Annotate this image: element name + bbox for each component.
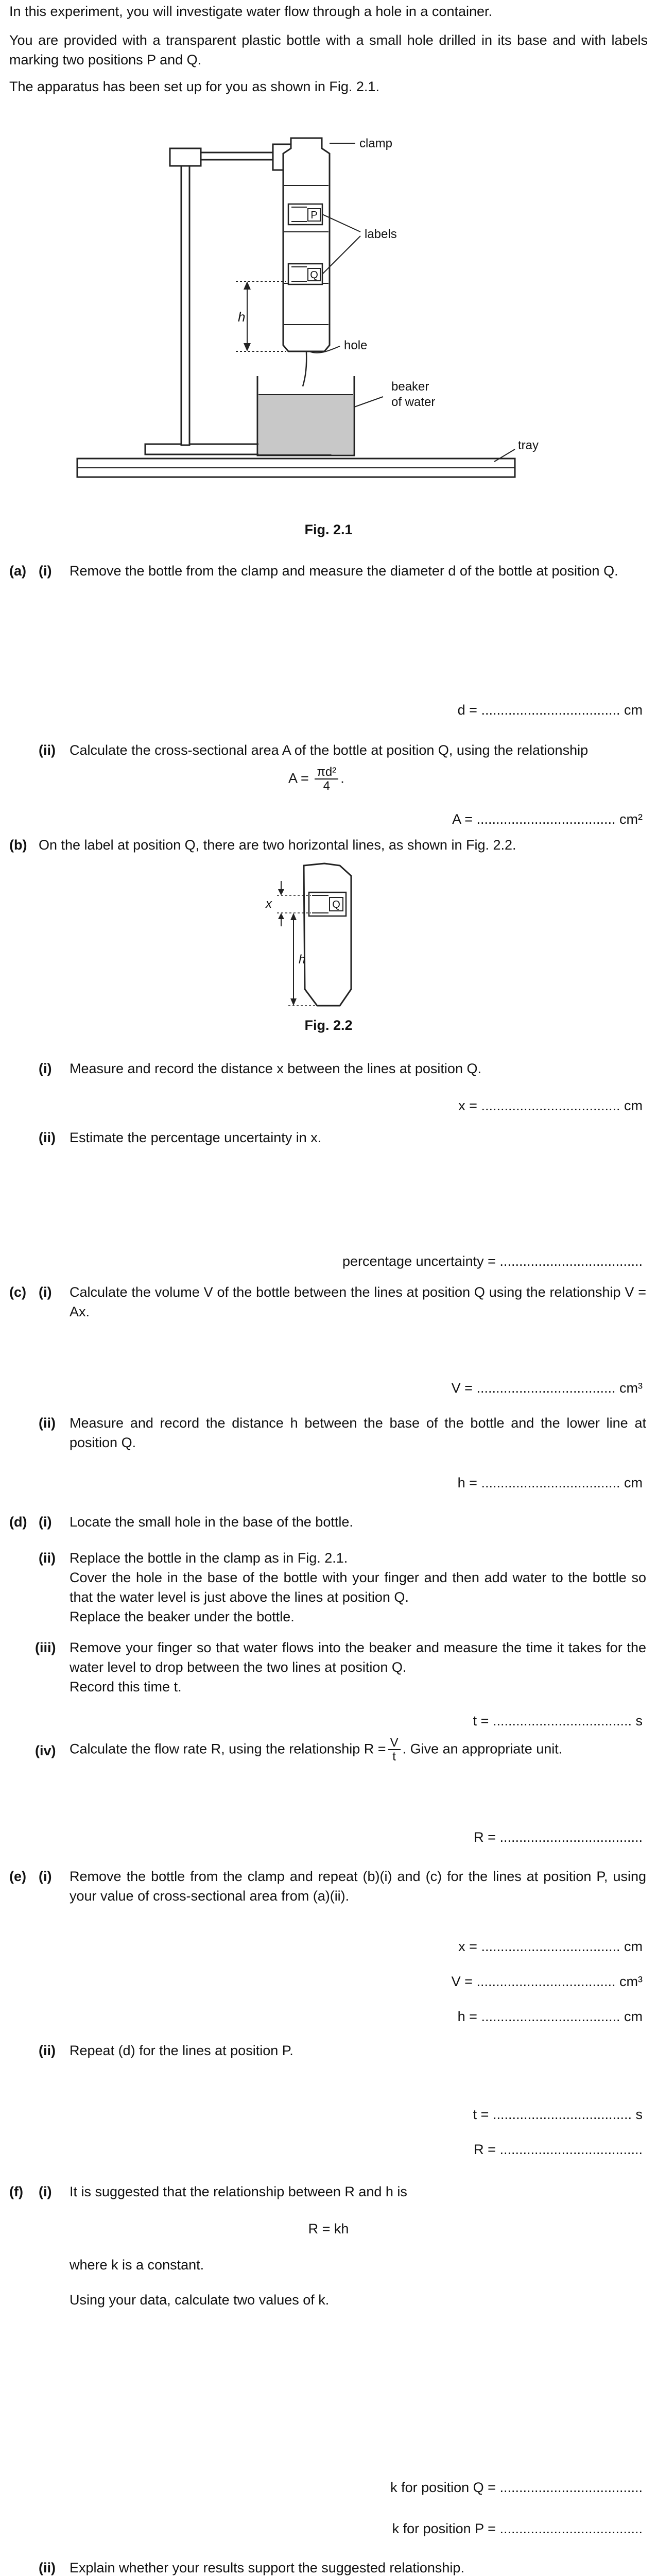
part-c-label: (c) bbox=[9, 1284, 26, 1300]
part-d-i-text: Locate the small hole in the base of the bottle. bbox=[70, 1514, 353, 1530]
part-e-ii-text: Repeat (d) for the lines at position P. bbox=[70, 2043, 293, 2058]
part-d-label: (d) bbox=[9, 1514, 27, 1530]
answer-a[interactable]: A = .................................... cm² bbox=[452, 811, 643, 827]
answer-k-q[interactable]: k for position Q = ..................................... bbox=[390, 2480, 643, 2495]
formula-area-lhs: A = bbox=[288, 770, 309, 786]
part-f-ii-text: Explain whether your results support the suggested relationship. bbox=[70, 2560, 464, 2575]
part-a-label: (a) bbox=[9, 563, 26, 579]
label-q-letter: Q bbox=[310, 269, 318, 281]
part-d-iv-post: . Give an appropriate unit. bbox=[402, 1741, 563, 1757]
part-c-ii-label: (ii) bbox=[39, 1415, 56, 1431]
fig-2-1-caption: Fig. 2.1 bbox=[304, 522, 353, 537]
part-c-ii-text: Measure and record the distance h between the base of the bottle and the lower line at position Q. bbox=[70, 1415, 646, 1450]
clamp-label: clamp bbox=[359, 137, 393, 150]
answer-r-q[interactable]: R = ..................................... bbox=[474, 1829, 643, 1845]
label-p-letter: P bbox=[310, 210, 318, 221]
part-d-ii-line-3: Replace the beaker under the bottle. bbox=[70, 1609, 295, 1624]
answer-h-q[interactable]: h = .................................... cm bbox=[457, 1475, 643, 1490]
labels-label: labels bbox=[365, 227, 397, 241]
answer-x-p[interactable]: x = .................................... cm bbox=[458, 1939, 643, 1954]
tray-label: tray bbox=[518, 438, 539, 452]
fig22-q-letter: Q bbox=[332, 899, 340, 910]
hole-label: hole bbox=[344, 338, 368, 352]
part-d-iii-line-1: Remove your finger so that water flows into the beaker and measure the time it takes for the water level to drop between the two lines at position Q. bbox=[70, 1640, 646, 1675]
formula-area-den: 4 bbox=[323, 779, 330, 793]
part-d-ii-line-1: Replace the bottle in the clamp as in Fig. 2.1. bbox=[70, 1550, 348, 1566]
part-e-i-label: (i) bbox=[39, 1869, 52, 1884]
part-b-ii-label: (ii) bbox=[39, 1130, 56, 1145]
fig-2-2-caption: Fig. 2.2 bbox=[304, 1018, 353, 1033]
answer-h-p[interactable]: h = .................................... cm bbox=[457, 2009, 643, 2024]
part-d-ii-label: (ii) bbox=[39, 1550, 56, 1566]
beaker-label-1: beaker bbox=[391, 380, 429, 394]
relationship-formula: R = kh bbox=[308, 2221, 349, 2236]
answer-r-p[interactable]: R = ..................................... bbox=[474, 2142, 643, 2157]
intro-paragraph-1: In this experiment, you will investigate water flow through a hole in a container. bbox=[9, 4, 493, 19]
fig-2-2-label-q bbox=[216, 860, 433, 1010]
part-b-text: On the label at position Q, there are two horizontal lines, as shown in Fig. 2.2. bbox=[39, 837, 516, 853]
part-d-ii-line-2: Cover the hole in the base of the bottle with your finger and then add water to the bottle so that the water level is just above the lines at position Q. bbox=[70, 1570, 646, 1605]
part-e-i-text: Remove the bottle from the clamp and repeat (b)(i) and (c) for the lines at position P, using your value of cross-sectional area from (a)(ii). bbox=[70, 1869, 646, 1904]
fig-2-1-apparatus bbox=[0, 108, 657, 500]
part-d-iii-line-2: Record this time t. bbox=[70, 1679, 182, 1694]
part-f-i-text: It is suggested that the relationship between R and h is bbox=[70, 2184, 407, 2199]
answer-v-q[interactable]: V = .................................... cm³ bbox=[451, 1380, 643, 1396]
part-a-ii-text: Calculate the cross-sectional area A of the bottle at position Q, using the relationship bbox=[70, 742, 589, 758]
part-a-i-text: Remove the bottle from the clamp and measure the diameter d of the bottle at position Q. bbox=[70, 563, 618, 579]
beaker-label-2: of water bbox=[391, 395, 436, 409]
intro-paragraph-2: You are provided with a transparent plastic bottle with a small hole drilled in its base and with labels marking two positions P and Q. bbox=[9, 32, 648, 67]
part-d-iii-label: (iii) bbox=[35, 1640, 56, 1655]
answer-v-p[interactable]: V = .................................... cm³ bbox=[451, 1974, 643, 1989]
part-a-ii-label: (ii) bbox=[39, 742, 56, 758]
flow-formula-den: t bbox=[392, 1750, 396, 1764]
part-d-iv-text bbox=[70, 1736, 562, 1763]
answer-k-p[interactable]: k for position P = ..................................... bbox=[392, 2521, 643, 2536]
part-b-ii-text: Estimate the percentage uncertainty in x. bbox=[70, 1130, 322, 1145]
part-c-i-label: (i) bbox=[39, 1284, 52, 1300]
part-c-i-text: Calculate the volume V of the bottle between the lines at position Q using the relationship V = Ax. bbox=[70, 1284, 646, 1319]
part-f-ii-label: (ii) bbox=[39, 2560, 56, 2575]
part-b-i-text: Measure and record the distance x between the lines at position Q. bbox=[70, 1061, 481, 1076]
part-f-using: Using your data, calculate two values of k. bbox=[70, 2292, 330, 2308]
fig22-h-label: h bbox=[299, 953, 306, 967]
part-d-iv-pre: Calculate the flow rate R, using the relationship R = bbox=[70, 1741, 386, 1757]
answer-percentage-uncertainty[interactable]: percentage uncertainty = ..................................... bbox=[342, 1253, 643, 1269]
answer-d[interactable]: d = .................................... cm bbox=[457, 702, 643, 718]
part-f-where: where k is a constant. bbox=[70, 2257, 204, 2273]
part-d-i-label: (i) bbox=[39, 1514, 52, 1530]
answer-x-q[interactable]: x = .................................... cm bbox=[458, 1098, 643, 1113]
part-e-label: (e) bbox=[9, 1869, 26, 1884]
fig22-x-label: x bbox=[266, 897, 272, 911]
intro-paragraph-3: The apparatus has been set up for you as shown in Fig. 2.1. bbox=[9, 79, 379, 94]
answer-t-p[interactable]: t = .................................... s bbox=[473, 2107, 643, 2122]
h-label: h bbox=[238, 309, 246, 325]
part-b-label: (b) bbox=[9, 837, 27, 853]
part-d-iv-label: (iv) bbox=[35, 1743, 56, 1758]
flow-formula-num: V bbox=[388, 1736, 401, 1750]
part-f-i-label: (i) bbox=[39, 2184, 52, 2199]
formula-area-num: πd² bbox=[315, 766, 338, 779]
part-b-i-label: (i) bbox=[39, 1061, 52, 1076]
answer-t-q[interactable]: t = .................................... s bbox=[473, 1713, 643, 1728]
formula-area bbox=[288, 766, 344, 792]
part-f-label: (f) bbox=[9, 2184, 23, 2199]
formula-area-end: . bbox=[340, 770, 344, 786]
part-a-i-label: (i) bbox=[39, 563, 52, 579]
part-e-ii-label: (ii) bbox=[39, 2043, 56, 2058]
